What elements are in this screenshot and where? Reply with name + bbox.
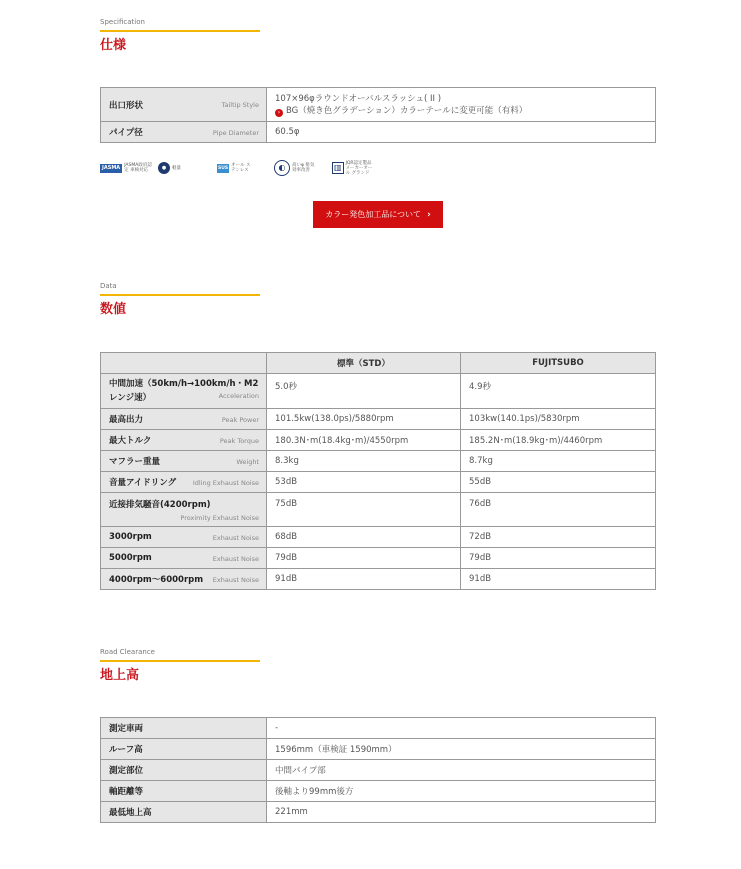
row-label-en: Idling Exhaust Noise <box>192 479 259 487</box>
row-label-en: Peak Power <box>221 416 259 424</box>
table-header-row <box>101 353 656 374</box>
row-label-jp: 最高出力 <box>109 415 144 425</box>
row-label-jp: マフラー重量 <box>109 457 161 467</box>
row-label-jp: 近接排気騒音(4200rpm) <box>109 500 211 510</box>
std-value: 68dB <box>267 527 461 548</box>
spec-row-value: 60.5φ <box>267 122 656 143</box>
clearance-row-value: 221mm <box>267 802 656 823</box>
row-label-en: Weight <box>236 458 259 466</box>
spec-table <box>100 87 656 143</box>
data-row-header <box>101 493 267 527</box>
color-option-text: BG（焼き色グラデーション）カラーテールに変更可能（有料） <box>286 105 528 116</box>
spec-row-header <box>101 88 267 122</box>
table-row <box>101 374 656 409</box>
clearance-row-header: 測定部位 <box>101 760 267 781</box>
clearance-row-header: 最低地上高 <box>101 802 267 823</box>
data-row-header <box>101 430 267 451</box>
spec-section-label: Specification <box>100 18 145 26</box>
data-table <box>100 352 656 590</box>
table-row <box>101 409 656 430</box>
lightweight-badge: ● 軽量 <box>158 159 181 177</box>
clearance-row-value: 後軸より99mm後方 <box>267 781 656 802</box>
spec-row-header <box>101 122 267 143</box>
data-row-header <box>101 409 267 430</box>
spec-row-value <box>267 88 656 122</box>
table-row <box>101 781 656 802</box>
table-row <box>101 569 656 590</box>
data-row-header <box>101 527 267 548</box>
row-label-jp: 3000rpm <box>109 532 152 542</box>
table-row <box>101 739 656 760</box>
table-row <box>101 451 656 472</box>
jqr-icon: ▥ <box>334 163 342 172</box>
stainless-badge: SUS オール ステンレス <box>218 163 251 173</box>
row-label-jp: 出口形状 <box>109 100 144 111</box>
data-row-header <box>101 569 267 590</box>
spec-section-underline <box>100 30 260 32</box>
arrow-circle-icon: › <box>275 109 283 117</box>
row-label-en: Tailtip Style <box>221 101 259 109</box>
std-value: 180.3N･m(18.4kg･m)/4550rpm <box>267 430 461 451</box>
clearance-row-header: 測定車両 <box>101 718 267 739</box>
data-section-underline <box>100 294 260 296</box>
column-header-std: 標準（STD） <box>267 353 461 374</box>
clearance-table <box>100 717 656 823</box>
fujitsubo-value: 79dB <box>461 548 656 569</box>
std-value: 5.0秒 <box>267 374 461 409</box>
row-label-en: Pipe Diameter <box>212 129 259 137</box>
data-section-label: Data <box>100 282 117 290</box>
row-label-en: Exhaust Noise <box>212 534 259 542</box>
fujitsubo-value: 4.9秒 <box>461 374 656 409</box>
table-row <box>101 760 656 781</box>
table-row <box>101 548 656 569</box>
fujitsubo-value: 72dB <box>461 527 656 548</box>
jqr-badge: ▥ JQR認定製品 メーカーオール グランド <box>334 160 373 176</box>
row-label-jp: 4000rpm〜6000rpm <box>109 575 204 585</box>
row-label-jp: パイプ径 <box>109 128 143 138</box>
clearance-row-header: ルーフ高 <box>101 739 267 760</box>
clearance-row-header: 軸距離等 <box>101 781 267 802</box>
fujitsubo-value: 185.2N･m(18.9kg･m)/4460rpm <box>461 430 656 451</box>
data-section-title: 数値 <box>100 302 127 317</box>
row-label-jp: 音量アイドリング <box>109 478 177 488</box>
column-header-fujitsubo: FUJITSUBO <box>461 353 656 374</box>
efficiency-icon: ◐ <box>274 160 290 176</box>
clearance-row-value: 中間パイプ部 <box>267 760 656 781</box>
feature-badges <box>100 159 400 179</box>
lightweight-icon: ● <box>158 162 170 174</box>
table-row <box>101 472 656 493</box>
clearance-row-value: 1596mm（車検証 1590mm） <box>267 739 656 760</box>
chevron-right-icon: › <box>427 209 431 220</box>
row-label-en: Peak Torque <box>219 437 259 445</box>
row-label-jp: 中間加速（50km/h→100km/h・M2レンジ速） <box>109 379 259 403</box>
jasma-badge: JASMA JASMA政府認定 車検対応 <box>102 163 152 173</box>
clearance-section-underline <box>100 660 260 662</box>
row-label-en: Exhaust Noise <box>212 576 259 584</box>
table-row <box>101 527 656 548</box>
stainless-icon: SUS <box>218 165 229 171</box>
table-row <box>101 122 656 143</box>
data-section-header <box>100 282 655 318</box>
spec-section-header <box>100 18 655 54</box>
row-label-jp: 5000rpm <box>109 553 152 563</box>
std-value: 75dB <box>267 493 461 527</box>
column-header-blank <box>101 353 267 374</box>
std-value: 91dB <box>267 569 461 590</box>
row-label-en: Acceleration <box>218 392 259 400</box>
data-row-header <box>101 548 267 569</box>
spec-section-title: 仕様 <box>100 38 127 53</box>
std-value: 53dB <box>267 472 461 493</box>
clearance-section-header <box>100 648 655 684</box>
table-row <box>101 430 656 451</box>
data-row-header <box>101 451 267 472</box>
data-row-header <box>101 374 267 409</box>
fujitsubo-value: 91dB <box>461 569 656 590</box>
fujitsubo-value: 8.7kg <box>461 451 656 472</box>
color-option-note <box>275 105 647 117</box>
std-value: 79dB <box>267 548 461 569</box>
clearance-row-value: - <box>267 718 656 739</box>
row-label-en: Proximity Exhaust Noise <box>180 514 259 522</box>
row-label-jp: 最大トルク <box>109 436 152 446</box>
clearance-section-label: Road Clearance <box>100 648 155 656</box>
fujitsubo-value: 76dB <box>461 493 656 527</box>
fujitsubo-value: 55dB <box>461 472 656 493</box>
efficiency-badge: ◐ 高いφ 排気効率改善 <box>274 159 316 177</box>
jasma-icon: JASMA <box>102 164 121 171</box>
clearance-section-title: 地上高 <box>100 668 140 683</box>
tailtip-style-value: 107×96φラウンドオーバルスラッシュ( II ) <box>275 93 442 104</box>
table-row <box>101 718 656 739</box>
table-row <box>101 493 656 527</box>
table-row <box>101 802 656 823</box>
data-row-header <box>101 472 267 493</box>
std-value: 8.3kg <box>267 451 461 472</box>
color-finish-info-button[interactable] <box>313 201 443 228</box>
fujitsubo-value: 103kw(140.1ps)/5830rpm <box>461 409 656 430</box>
std-value: 101.5kw(138.0ps)/5880rpm <box>267 409 461 430</box>
row-label-en: Exhaust Noise <box>212 555 259 563</box>
table-row <box>101 88 656 122</box>
color-finish-button-label: カラー発色加工品について <box>325 210 422 219</box>
